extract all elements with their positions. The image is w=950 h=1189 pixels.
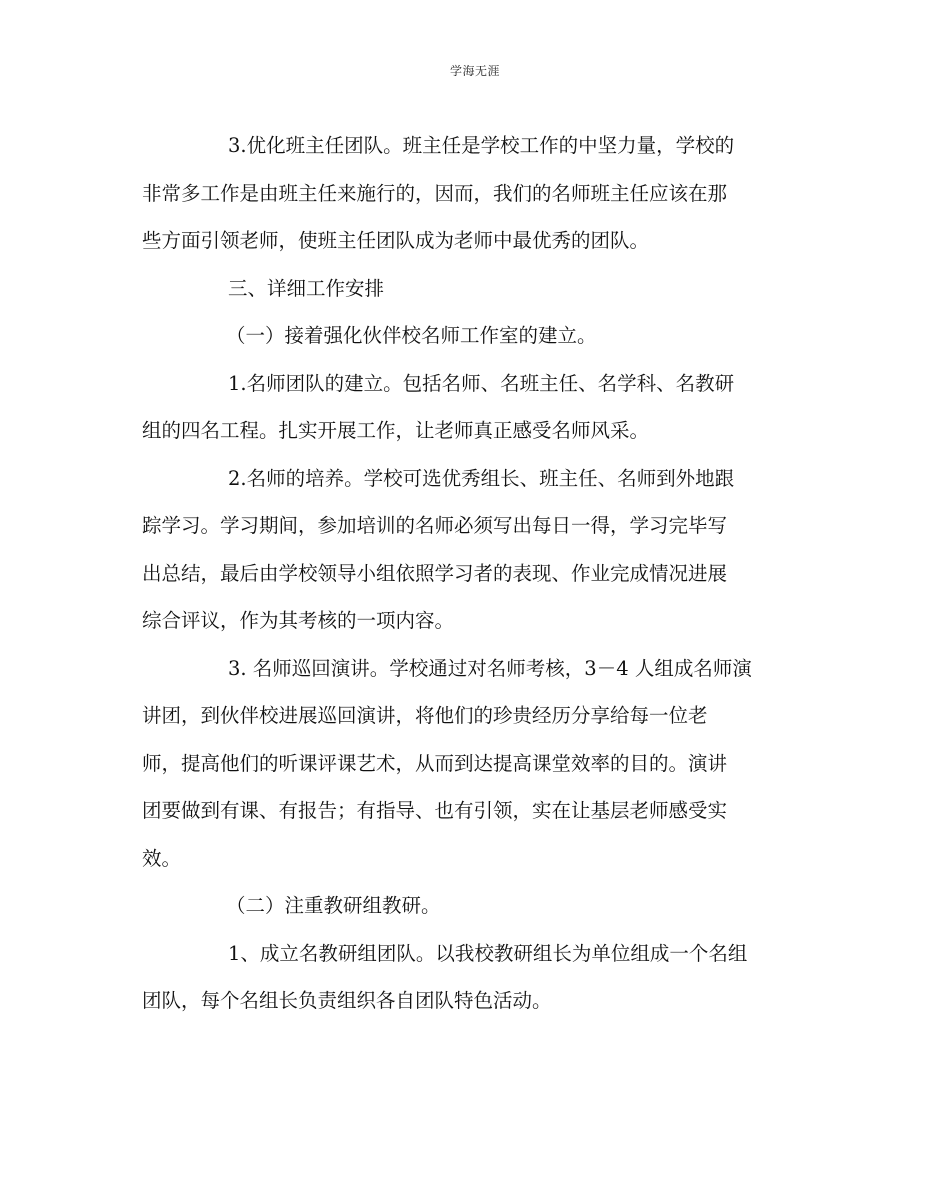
text-line: （一）接着强化伙伴校名师工作室的建立。 xyxy=(226,324,597,347)
text-line: 师，提高他们的听课评课艺术，从而到达提高课堂效率的目的。演讲 xyxy=(142,751,728,775)
text-line: 些方面引领老师，使班主任团队成为老师中最优秀的团队。 xyxy=(142,229,650,252)
page-header: 学海无涯 xyxy=(449,64,500,78)
text-line: 出总结，最后由学校领导小组依照学习者的表现、作业完成情况进展 xyxy=(142,561,728,585)
text-line: 效。 xyxy=(142,846,182,870)
text-line: 1、成立名教研组团队。以我校教研组长为单位组成一个名组 xyxy=(228,941,748,965)
subsection-heading xyxy=(142,888,812,925)
text-line: 踪学习。学习期间，参加培训的名师必须写出每日一得，学习完毕写 xyxy=(142,514,728,537)
text-line: 1.名师团队的建立。包括名师、名班主任、名学科、名教研 xyxy=(228,371,735,395)
text-line: 3. 名师巡回演讲。学校通过对名师考核，3－4 人组成名师演 xyxy=(228,656,752,680)
section-heading xyxy=(142,271,812,308)
text-line: 非常多工作是由班主任来施行的，因而，我们的名师班主任应该在那 xyxy=(142,181,728,205)
paragraph xyxy=(142,128,812,260)
paragraph xyxy=(142,461,812,640)
text-line: 组的四名工程。扎实开展工作，让老师真正感受名师风采。 xyxy=(142,419,650,442)
text-line: 讲团，到伙伴校进展巡回演讲，将他们的珍贵经历分享给每一位老 xyxy=(142,704,708,727)
document-body xyxy=(142,128,812,1020)
paragraph xyxy=(142,651,812,878)
text-line: （二）注重教研组教研。 xyxy=(226,894,441,917)
paragraph xyxy=(142,366,812,450)
text-line: 团队，每个名组长负责组织各自团队特色活动。 xyxy=(142,989,552,1012)
paragraph xyxy=(142,936,812,1020)
text-line: 团要做到有课、有报告；有指导、也有引领，实在让基层老师感受实 xyxy=(142,799,728,822)
text-line: 3.优化班主任团队。班主任是学校工作的中坚力量，学校的 xyxy=(228,134,735,157)
text-line: 三、详细工作安排 xyxy=(228,276,385,300)
text-line: 2.名师的培养。学校可选优秀组长、班主任、名师到外地跟 xyxy=(228,466,735,490)
text-line: 综合评议，作为其考核的一项内容。 xyxy=(142,609,455,632)
subsection-heading xyxy=(142,318,812,355)
